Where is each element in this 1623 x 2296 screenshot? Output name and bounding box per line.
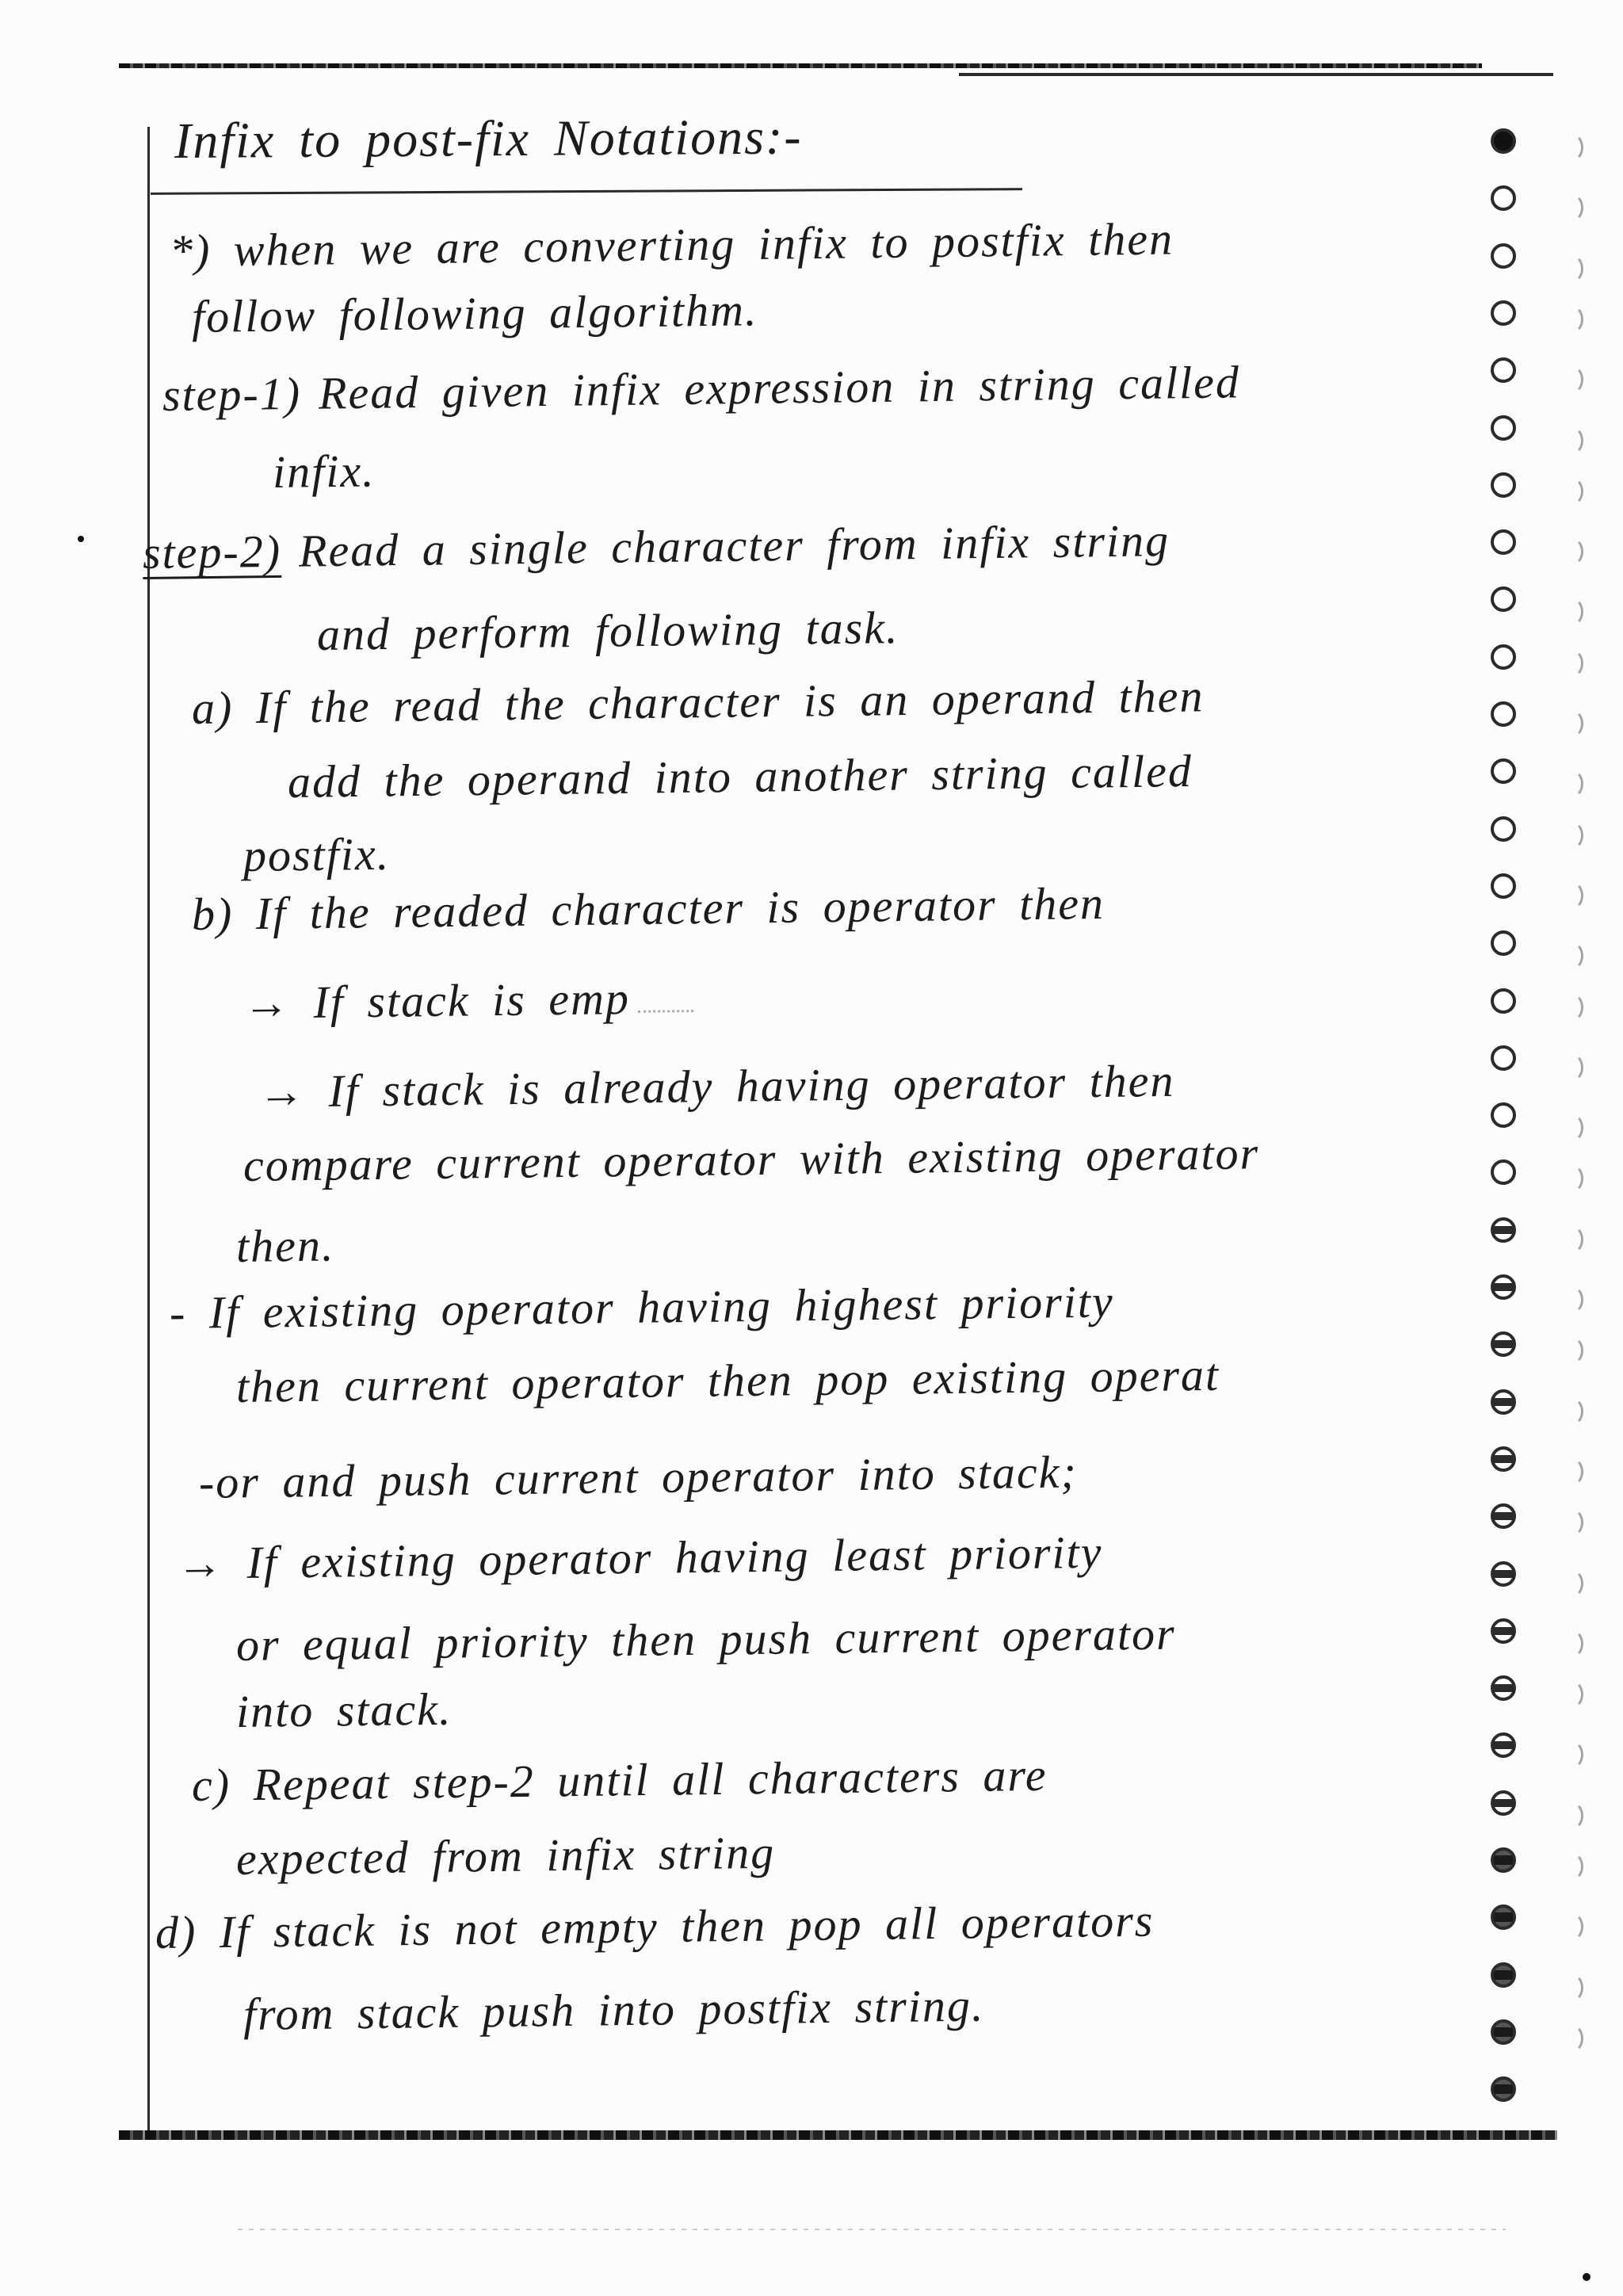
top-scan-edge	[119, 63, 1482, 68]
binder-hole	[1491, 1561, 1516, 1587]
intro-line-2: follow following algorithm.	[191, 284, 758, 342]
binder-edge-mark	[1560, 1164, 1583, 1193]
step-1-label: step-1)	[162, 367, 302, 421]
binder-edge-mark	[1560, 2024, 1583, 2053]
binder-hole	[1491, 1904, 1516, 1930]
binder-edge-mark	[1560, 365, 1583, 394]
rule-b-line-4: compare current operator with existing operator	[242, 1127, 1260, 1191]
binder-edge-mark	[1560, 993, 1583, 1022]
binder-edge-mark	[1560, 1740, 1583, 1769]
step-2-line-2: and perform following task.	[316, 602, 899, 660]
binder-hole	[1491, 472, 1516, 498]
step-1-text: Read given infix expression in string called	[318, 356, 1241, 419]
step-2-text: Read a single character from infix string	[298, 514, 1170, 577]
binder-edge-mark	[1560, 1397, 1583, 1426]
title-underline	[151, 188, 1022, 195]
binder-hole	[1491, 1962, 1516, 1988]
binder-hole	[1491, 1045, 1516, 1071]
binder-hole	[1491, 243, 1516, 269]
binder-hole	[1491, 185, 1516, 211]
step-1-line-2: infix.	[272, 445, 376, 498]
binder-hole	[1491, 586, 1516, 612]
binder-hole	[1491, 1446, 1516, 1472]
rule-b-line-9: → If existing operator having least priority	[176, 1526, 1103, 1589]
intro-line-1: *) when we are converting infix to postfix then	[169, 212, 1174, 277]
binder-hole	[1491, 2076, 1516, 2102]
rule-b-line-3: → If stack is already having operator then	[258, 1054, 1175, 1117]
binder-edge-mark	[1560, 881, 1583, 910]
binder-edge-mark	[1560, 1286, 1583, 1314]
bottom-scan-edge	[119, 2130, 1557, 2140]
binder-hole	[1491, 1217, 1516, 1243]
binder-edge-mark	[1560, 1680, 1583, 1709]
ink-smudge	[638, 992, 693, 1013]
binder-edge-mark	[1560, 477, 1583, 506]
binder-hole	[1491, 1618, 1516, 1644]
binder-hole	[1491, 1274, 1516, 1300]
binder-hole	[1491, 930, 1516, 956]
binder-hole	[1491, 1847, 1516, 1873]
binder-edge-mark	[1560, 426, 1583, 455]
binder-hole	[1491, 1159, 1516, 1185]
binder-edge-mark	[1560, 649, 1583, 678]
step-2-label: step-2)	[142, 525, 282, 579]
rule-b-empty-stack-text: → If stack is emp	[242, 972, 631, 1029]
binder-hole	[1491, 415, 1516, 441]
binder-hole	[1491, 1331, 1516, 1357]
binder-hole	[1491, 644, 1516, 670]
rule-d-line-2: from stack push into postfix string.	[242, 1979, 985, 2040]
binder-edge-mark	[1560, 1508, 1583, 1537]
rule-a-line-1: a) If the read the character is an operand then	[191, 670, 1205, 734]
rule-b-line-11: into stack.	[235, 1683, 453, 1737]
binder-hole	[1491, 988, 1516, 1014]
binder-edge-mark	[1560, 305, 1583, 334]
rule-b-line-1: b) If the readed character is operator then	[191, 877, 1106, 940]
rule-a-line-3: postfix.	[242, 827, 391, 881]
rule-b-line-6: - If existing operator having highest priority	[169, 1275, 1115, 1339]
rule-b-line-7: then current operator then pop existing operat	[235, 1348, 1220, 1412]
binder-edge-mark	[1560, 1457, 1583, 1486]
binder-edge-mark	[1560, 254, 1583, 283]
rule-b-line-8: -or and push current operator into stack;	[198, 1446, 1079, 1508]
corner-dot	[1583, 2273, 1591, 2281]
binder-hole	[1491, 873, 1516, 899]
binder-edge-mark	[1560, 1912, 1583, 1941]
binder-edge-mark	[1560, 1336, 1583, 1365]
binder-edge-mark	[1560, 1629, 1583, 1658]
left-margin-line	[147, 127, 150, 2132]
binder-edge-mark	[1560, 598, 1583, 626]
binder-hole	[1491, 1675, 1516, 1701]
rule-b-line-5: then.	[235, 1219, 335, 1272]
binder-edge-mark	[1560, 133, 1583, 162]
rule-d-line-1: d) If stack is not empty then pop all operators	[155, 1894, 1155, 1958]
binder-hole	[1491, 701, 1516, 727]
step-1-line-1	[162, 353, 1241, 424]
binder-edge-mark	[1560, 709, 1583, 738]
margin-dot	[78, 536, 84, 542]
binder-hole	[1491, 1102, 1516, 1128]
rule-c-line-2: expected from infix string	[235, 1826, 776, 1885]
binder-hole	[1491, 357, 1516, 383]
binder-hole	[1491, 1389, 1516, 1415]
binder-edge-mark	[1560, 1801, 1583, 1830]
rule-a-line-2: add the operand into another string called	[287, 745, 1193, 808]
binder-edge-mark	[1560, 821, 1583, 850]
binder-hole	[1491, 1733, 1516, 1758]
top-border-line	[959, 73, 1553, 76]
binder-edge-mark	[1560, 1053, 1583, 1082]
page-title: Infix to post-fix Notations:-	[174, 108, 803, 169]
rule-c-line-1: c) Repeat step-2 until all characters are	[191, 1748, 1048, 1811]
binder-hole	[1491, 816, 1516, 842]
binder-edge-mark	[1560, 942, 1583, 970]
binder-hole	[1491, 1503, 1516, 1529]
binder-edge-mark	[1560, 1973, 1583, 2002]
binder-edge-mark	[1560, 770, 1583, 798]
rule-b-line-10: or equal priority then push current operator	[235, 1607, 1176, 1671]
binder-edge-mark	[1560, 537, 1583, 566]
rule-b-line-2	[243, 969, 694, 1032]
binder-hole	[1491, 2019, 1516, 2045]
binder-hole	[1491, 529, 1516, 555]
binder-edge-mark	[1560, 1852, 1583, 1881]
bottom-faint-marks	[238, 2229, 1506, 2230]
binder-edge-mark	[1560, 1569, 1583, 1598]
binder-hole	[1491, 300, 1516, 326]
binder-edge-mark	[1560, 1225, 1583, 1254]
binder-hole	[1491, 1790, 1516, 1816]
binder-hole	[1491, 758, 1516, 784]
binder-hole	[1491, 128, 1516, 154]
binder-edge-mark	[1560, 1114, 1583, 1142]
binder-edge-mark	[1560, 193, 1583, 222]
step-2-line-1	[143, 512, 1170, 582]
